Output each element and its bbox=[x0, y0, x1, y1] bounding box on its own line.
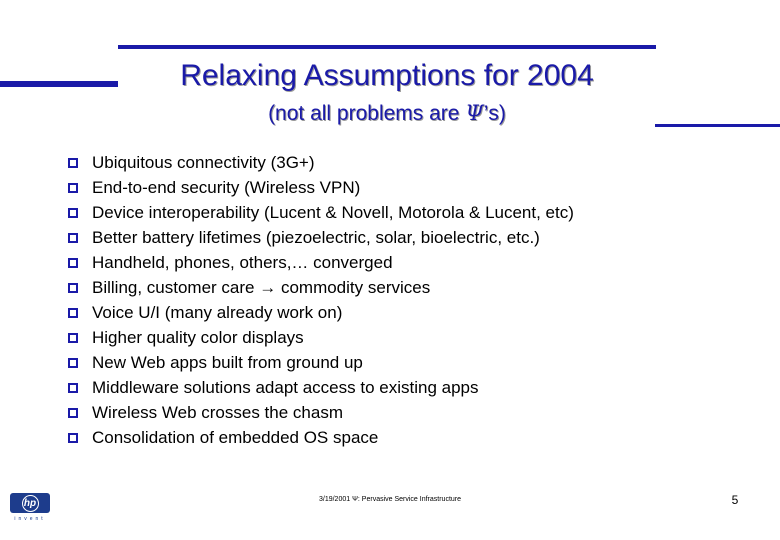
bullet-text: Wireless Web crosses the chasm bbox=[92, 403, 343, 422]
bullet-item bbox=[68, 150, 574, 175]
bullet-text: Handheld, phones, others,… converged bbox=[92, 253, 393, 272]
left-rule bbox=[0, 81, 118, 87]
hp-logo-badge bbox=[10, 493, 50, 513]
bullet-text: Higher quality color displays bbox=[92, 328, 304, 347]
bullet-item bbox=[68, 425, 574, 450]
subtitle-suffix: ’s) bbox=[483, 102, 506, 125]
psi-symbol: Ψ bbox=[465, 101, 484, 125]
square-bullet-icon bbox=[68, 408, 78, 418]
square-bullet-icon bbox=[68, 183, 78, 193]
square-bullet-icon bbox=[68, 258, 78, 268]
bullet-item bbox=[68, 300, 574, 325]
square-bullet-icon bbox=[68, 208, 78, 218]
bullet-item bbox=[68, 375, 574, 400]
bullet-item bbox=[68, 175, 574, 200]
square-bullet-icon bbox=[68, 383, 78, 393]
bullet-list bbox=[68, 150, 574, 450]
bullet-text: Voice U/I (many already work on) bbox=[92, 303, 343, 322]
square-bullet-icon bbox=[68, 358, 78, 368]
slide-title: Relaxing Assumptions for 2004 bbox=[180, 59, 594, 92]
slide-subtitle bbox=[118, 101, 656, 126]
bullet-item bbox=[68, 200, 574, 225]
square-bullet-icon bbox=[68, 283, 78, 293]
square-bullet-icon bbox=[68, 158, 78, 168]
bullet-text: Consolidation of embedded OS space bbox=[92, 428, 379, 447]
page-number: 5 bbox=[731, 493, 739, 507]
bullet-item bbox=[68, 350, 574, 375]
bullet-item bbox=[68, 225, 574, 250]
bullet-item bbox=[68, 275, 574, 300]
bullet-text: End-to-end security (Wireless VPN) bbox=[92, 178, 361, 197]
square-bullet-icon bbox=[68, 333, 78, 343]
right-rule bbox=[655, 124, 780, 127]
bullet-text: Better battery lifetimes (piezoelectric, solar, bioelectric, etc.) bbox=[92, 228, 540, 247]
bullet-text: Device interoperability (Lucent & Novell, Motorola & Lucent, etc) bbox=[92, 203, 574, 222]
bullet-item bbox=[68, 250, 574, 275]
bullet-text: Billing, customer care → commodity services bbox=[92, 278, 431, 297]
square-bullet-icon bbox=[68, 433, 78, 443]
top-rule bbox=[118, 45, 656, 49]
bullet-item bbox=[68, 400, 574, 425]
hp-logo-mark: hp bbox=[22, 495, 39, 512]
subtitle-prefix: (not all problems are bbox=[268, 102, 466, 125]
slide-footer: 3/19/2001 Ψ: Pervasive Service Infrastructure bbox=[318, 496, 462, 503]
bullet-text: Middleware solutions adapt access to existing apps bbox=[92, 378, 479, 397]
bullet-text: Ubiquitous connectivity (3G+) bbox=[92, 153, 315, 172]
square-bullet-icon bbox=[68, 233, 78, 243]
hp-logo-tagline: invent bbox=[14, 516, 46, 522]
square-bullet-icon bbox=[68, 308, 78, 318]
bullet-item bbox=[68, 325, 574, 350]
bullet-text: New Web apps built from ground up bbox=[92, 353, 363, 372]
hp-logo bbox=[10, 493, 50, 525]
